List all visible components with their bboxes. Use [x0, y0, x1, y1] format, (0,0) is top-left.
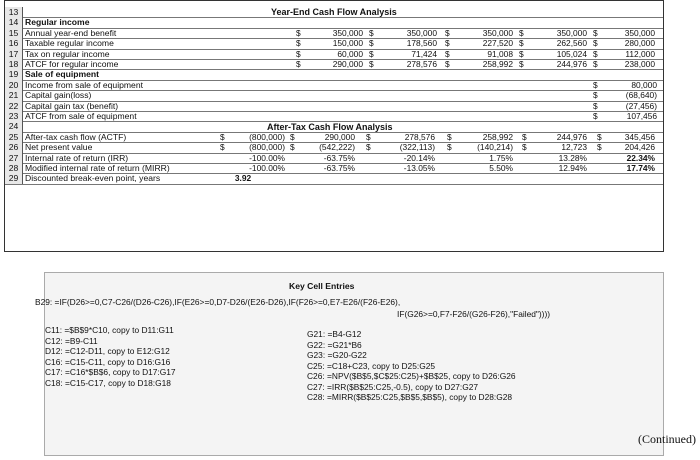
key-right-entry: C28: =MIRR($B$25:C25,$B$5,$B$5), copy to D28:G28 — [307, 392, 513, 402]
dollar-sign: $ — [369, 27, 374, 38]
dollar-sign: $ — [593, 111, 598, 121]
row-number: 25 — [5, 132, 23, 142]
dollar-sign: $ — [593, 27, 598, 38]
dollar-sign: $ — [220, 131, 225, 142]
value-r18-4: 238,000 — [624, 59, 655, 69]
key-left-entry: C16: =C15-C11, copy to D16:G16 — [45, 356, 171, 367]
dollar-sign: $ — [369, 38, 374, 49]
value-r28-3: 5.50% — [489, 163, 513, 173]
key-cell-entries-box — [35, 272, 664, 456]
dollar-sign: $ — [445, 59, 450, 69]
value-r18-3: 244,976 — [556, 59, 587, 69]
value-r15-0: 350,000 — [332, 27, 363, 38]
row-number: 20 — [5, 80, 23, 90]
value-r25-5: 345,456 — [624, 131, 655, 142]
key-right-entry: C27: =IRR($B$25:C25,-0.5), copy to D27:G27 — [307, 381, 479, 392]
sheet-row-23 — [5, 111, 663, 121]
dollar-sign: $ — [593, 59, 598, 69]
key-right-entry: G23: =G20-G22 — [307, 350, 367, 360]
value-r17-1: 71,424 — [411, 48, 437, 59]
row-number: 27 — [5, 153, 23, 163]
dollar-sign: $ — [296, 27, 301, 38]
dollar-sign: $ — [597, 142, 602, 153]
dollar-sign: $ — [220, 142, 225, 153]
row-number: 18 — [5, 59, 23, 69]
row-label: After-tax cash flow (ACTF) — [25, 131, 127, 142]
dollar-sign: $ — [447, 142, 452, 153]
row-label: Discounted break-even point, years — [25, 173, 161, 184]
value-r28-1: -63.75% — [323, 163, 355, 173]
row-number: 13 — [5, 7, 23, 17]
sheet-row-14 — [5, 17, 663, 27]
row-label: ATCF from sale of equipment — [25, 111, 137, 121]
value-r27-3: 1.75% — [489, 152, 513, 163]
sheet-row-20 — [5, 80, 663, 90]
value-r16-0: 150,000 — [332, 38, 363, 49]
row-number: 28 — [5, 163, 23, 173]
dollar-sign: $ — [522, 142, 527, 153]
value-r23: 107,456 — [626, 111, 657, 121]
dollar-sign: $ — [445, 38, 450, 49]
key-right-entry: C25: =C18+C23, copy to D25:G25 — [307, 360, 436, 371]
row-number: 21 — [5, 90, 23, 100]
dollar-sign: $ — [296, 48, 301, 59]
value-r26-1: (542,222) — [319, 142, 355, 153]
row-number: 29 — [5, 173, 23, 183]
row-number: 26 — [5, 142, 23, 152]
dollar-sign: $ — [290, 142, 295, 153]
row-label: Net present value — [25, 142, 93, 153]
key-left-entry: C12: =B9-C11 — [45, 335, 98, 346]
dollar-sign: $ — [597, 131, 602, 142]
dollar-sign: $ — [366, 142, 371, 153]
value-r26-5: 204,426 — [624, 142, 655, 153]
value-r27-1: -63.75% — [323, 152, 355, 163]
row-label: Annual year-end benefit — [25, 27, 117, 38]
value-r16-1: 178,560 — [406, 38, 437, 49]
row-number: 15 — [5, 28, 23, 38]
row-label: Modified internal rate of return (MIRR) — [25, 163, 170, 173]
sheet-row-22 — [5, 101, 663, 111]
value-r25-0: (800,000) — [249, 131, 285, 142]
continued-label: (Continued) — [638, 432, 696, 446]
key-left-entry: C17: =C16*$B$6, copy to D17:G17 — [45, 367, 176, 377]
value-r18-0: 290,000 — [332, 59, 363, 69]
row-number: 14 — [5, 17, 23, 27]
row-label: Tax on regular income — [25, 48, 110, 59]
value-r16-2: 227,520 — [482, 38, 513, 49]
b29-formula-line1: B29: =IF(D26>=0,C7-C26/(D26-C26),IF(E26>=0,D7-D26/(E26-D26),IF(F26>=0,E7-E26/(F26-E26), — [35, 297, 401, 307]
b29-formula-line2: IF(G26>=0,F7-F26/(G26-F26),"Failed")))) — [397, 309, 551, 319]
value-r29: 3.92 — [234, 173, 252, 184]
value-r25-4: 244,976 — [556, 131, 587, 142]
value-r15-1: 350,000 — [406, 27, 437, 38]
value-r25-3: 258,992 — [482, 131, 513, 142]
row-label: Income from sale of equipment — [25, 79, 143, 90]
dollar-sign: $ — [593, 100, 598, 111]
value-r27-0: -100.00% — [249, 152, 285, 163]
row-label: Internal rate of return (IRR) — [25, 152, 129, 163]
dollar-sign: $ — [366, 131, 371, 142]
row-number: 22 — [5, 101, 23, 111]
dollar-sign: $ — [519, 59, 524, 69]
value-r17-0: 60,000 — [337, 48, 363, 59]
value-r25-1: 290,000 — [324, 131, 355, 142]
dollar-sign: $ — [519, 38, 524, 49]
spreadsheet — [4, 0, 664, 252]
row-divider — [5, 184, 663, 185]
value-r15-3: 350,000 — [556, 27, 587, 38]
key-right-entry: G22: =G21*B6 — [307, 339, 362, 350]
dollar-sign: $ — [369, 48, 374, 59]
dollar-sign: $ — [290, 131, 295, 142]
row-label: Capital gain tax (benefit) — [25, 100, 119, 111]
value-r27-5: 22.34% — [626, 152, 655, 163]
row-number: 23 — [5, 111, 23, 121]
value-r17-3: 105,024 — [556, 48, 587, 59]
value-r18-1: 278,576 — [406, 59, 437, 69]
value-r26-4: 12,723 — [561, 142, 587, 153]
dollar-sign: $ — [369, 59, 374, 69]
value-r16-4: 280,000 — [624, 38, 655, 49]
sheet-row-21 — [5, 90, 663, 100]
value-r18-2: 258,992 — [482, 59, 513, 69]
value-r17-4: 112,000 — [625, 48, 655, 59]
key-title: Key Cell Entries — [289, 281, 355, 291]
key-left-entry: C18: =C15-C17, copy to D18:G18 — [45, 377, 171, 388]
key-right-entry: G21: =B4-G12 — [307, 329, 362, 339]
dollar-sign: $ — [593, 38, 598, 49]
dollar-sign: $ — [445, 48, 450, 59]
dollar-sign: $ — [593, 48, 598, 59]
row-number: 19 — [5, 69, 23, 79]
row-number: 24 — [5, 121, 23, 131]
value-r17-2: 91,008 — [487, 48, 513, 59]
value-r20: 80,000 — [631, 79, 657, 90]
value-r28-0: -100.00% — [249, 163, 285, 173]
row-label: Capital gain(loss) — [25, 90, 92, 101]
value-r25-2: 278,576 — [404, 131, 435, 142]
after-tax-title: After-Tax Cash Flow Analysis — [267, 121, 393, 132]
dollar-sign: $ — [519, 27, 524, 38]
row-number: 16 — [5, 38, 23, 48]
key-left-entry: D12: =C12-D11, copy to E12:G12 — [45, 346, 170, 356]
value-r28-4: 12.94% — [558, 163, 587, 173]
row-label: ATCF for regular income — [25, 59, 119, 69]
value-r15-4: 350,000 — [624, 27, 655, 38]
value-r26-2: (322,113) — [399, 142, 435, 153]
value-r22: (27,456) — [625, 100, 657, 111]
dollar-sign: $ — [519, 48, 524, 59]
value-r28-5: 17.74% — [626, 163, 655, 173]
key-left-entry: C11: =$B$9*C10, copy to D11:G11 — [45, 325, 174, 335]
dollar-sign: $ — [445, 27, 450, 38]
value-r27-2: -20.14% — [403, 152, 435, 163]
dollar-sign: $ — [593, 90, 598, 101]
dollar-sign: $ — [593, 79, 598, 90]
value-r21: (68,640) — [625, 90, 657, 101]
dollar-sign: $ — [296, 38, 301, 49]
row-label: Regular income — [25, 17, 90, 28]
value-r28-2: -13.05% — [403, 163, 435, 173]
sheet-row-19 — [5, 69, 663, 79]
value-r27-4: 13.28% — [558, 152, 587, 163]
value-r16-3: 262,560 — [556, 38, 587, 49]
row-number: 17 — [5, 49, 23, 59]
dollar-sign: $ — [522, 131, 527, 142]
value-r26-3: (140,214) — [477, 142, 513, 153]
value-r26-0: (800,000) — [249, 142, 285, 153]
row-label: Taxable regular income — [25, 38, 114, 49]
key-right-entry: C26: =NPV($B$5,$C$25:C25)+$B$25, copy to D26:G26 — [307, 371, 516, 381]
dollar-sign: $ — [296, 59, 301, 69]
value-r15-2: 350,000 — [482, 27, 513, 38]
dollar-sign: $ — [447, 131, 452, 142]
sheet-row-29 — [5, 173, 663, 183]
row-label: Sale of equipment — [25, 69, 100, 80]
year-end-title: Year-End Cash Flow Analysis — [271, 7, 397, 18]
